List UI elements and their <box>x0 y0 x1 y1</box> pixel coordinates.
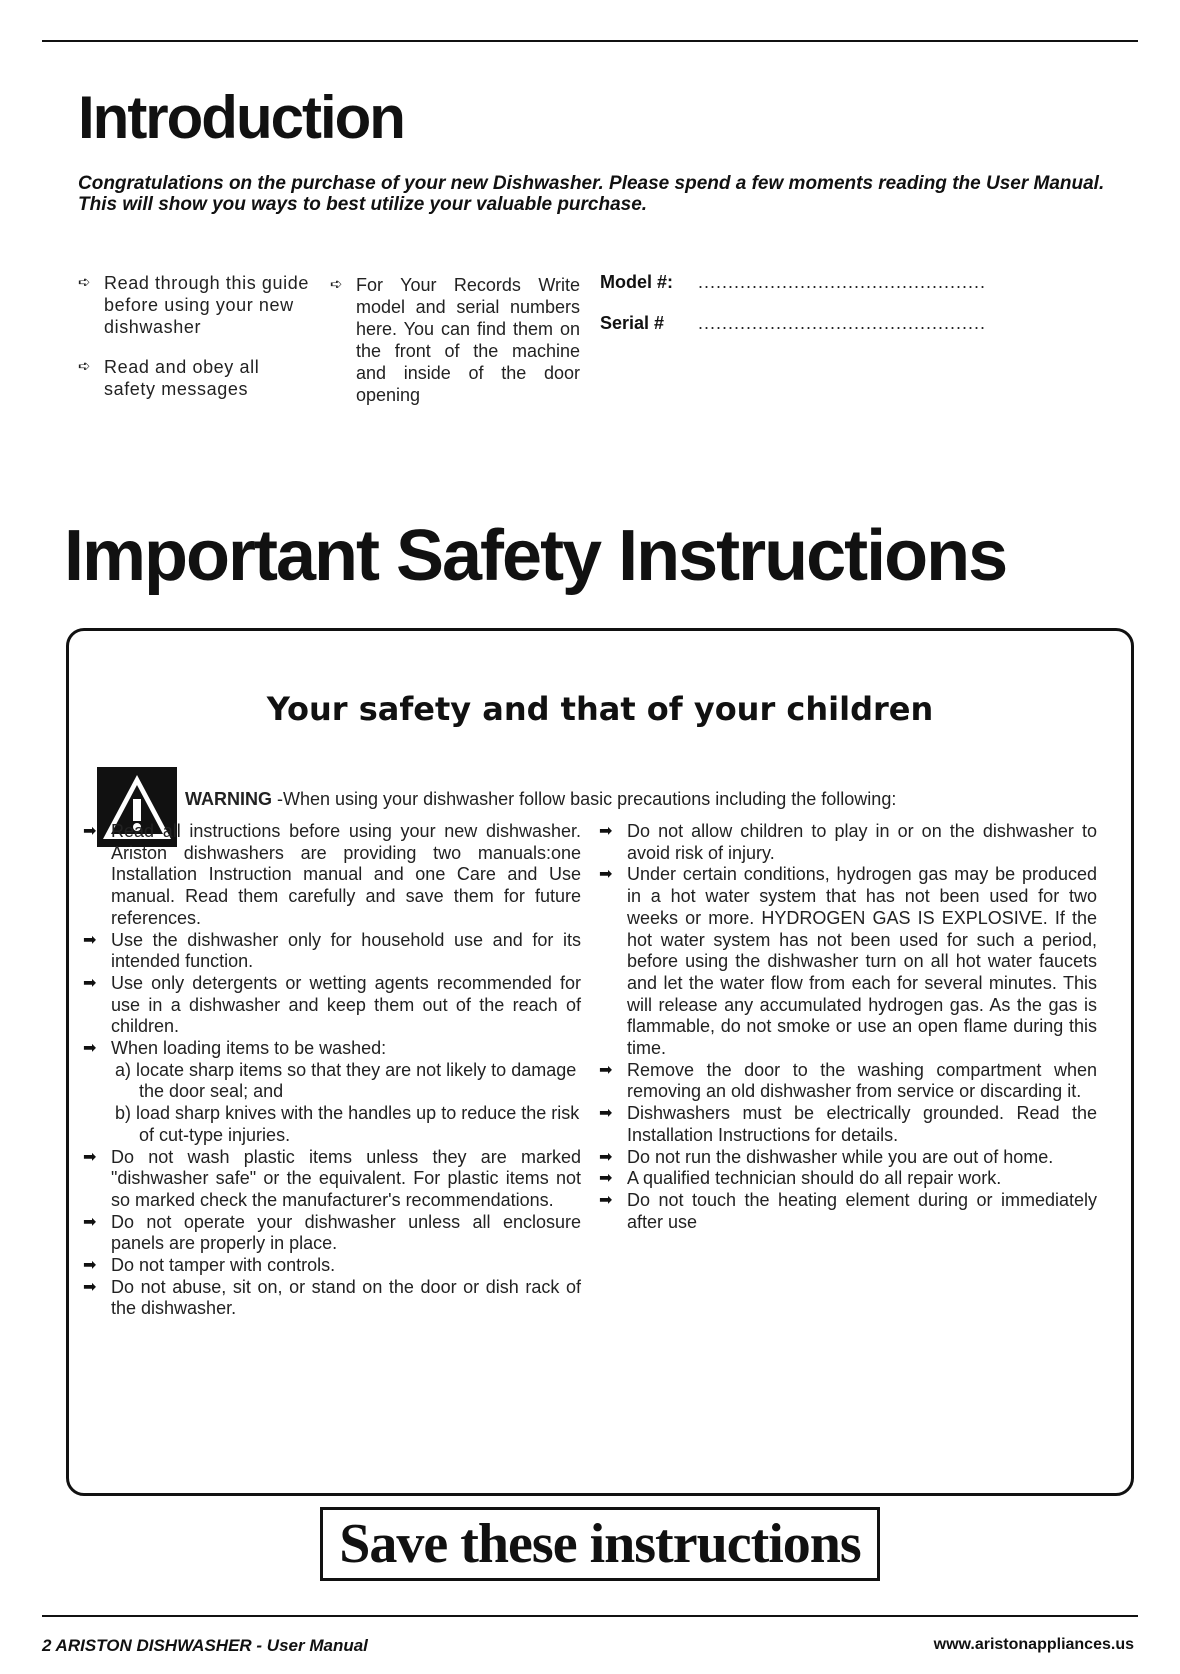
warning-line <box>185 789 896 810</box>
serial-field: ................................................ <box>698 313 987 333</box>
list-item: ➡ Do not operate your dishwasher unless all enclosure panels are properly in place. <box>83 1211 581 1254</box>
list-item: ➡ Do not wash plastic items unless they are marked "dishwasher safe" or the equivalent. For plastic items not so marked check the manufacturer's recommendations. <box>83 1146 581 1210</box>
arrow-bullet-icon: ➡ <box>599 823 613 840</box>
model-field: ................................................ <box>698 272 987 292</box>
arrow-bullet-icon: ➡ <box>599 1061 613 1079</box>
list-item: ➡ Remove the door to the washing compartment when removing an old dishwasher from service or discarding it. <box>599 1059 1097 1102</box>
arrow-bullet-icon: ➡ <box>599 1170 613 1188</box>
arrow-bullet-icon: ➡ <box>83 1278 97 1296</box>
save-instructions-banner: Save these instructions <box>320 1507 880 1581</box>
arrow-bullet-icon: ➡ <box>83 931 97 949</box>
list-item: ➡ Under certain conditions, hydrogen gas may be produced in a hot water system that has not been used for two weeks or more. HYDROGEN GAS IS EXPLOSIVE. If the hot water system has not been used for such a period, before using the dishwasher turn on all hot water faucets and let the water flow from each for several minutes. This will release any accumulated hydrogen gas. As the gas is flammable, do not smoke or use an open flame during this time. <box>599 864 1097 1059</box>
tips-left <box>78 272 310 418</box>
arrow-bullet-icon: ➡ <box>599 1148 613 1166</box>
list-item: ➡ Do not tamper with controls. <box>83 1255 336 1276</box>
arrow-bullet-icon: ➡ <box>83 1040 97 1058</box>
arrow-bullet-icon: ➡ <box>83 974 97 992</box>
model-line <box>600 272 1000 293</box>
safety-list-right <box>597 821 1097 1233</box>
tips-middle <box>330 274 580 424</box>
list-item: ➡ Read all instructions before using your new dishwasher. Ariston dishwashers are providing two manuals:one Installation Instruction manual and one Care and Use manual. Read them carefully and save them for future references. <box>83 821 581 928</box>
records-block <box>600 272 1000 334</box>
arrow-bullet-icon: ➡ <box>83 1148 97 1166</box>
arrow-bullet-icon: ➡ <box>599 1191 613 1209</box>
list-item: ➡ Use the dishwasher only for household use and for its intended function. <box>83 929 581 972</box>
footer-website: www.aristonappliances.us <box>933 1636 1134 1653</box>
list-item: ➡ Do not touch the heating element during or immediately after use <box>599 1189 1097 1232</box>
sub-item: b) load sharp knives with the handles up to reduce the risk of cut-type injuries. <box>115 1103 580 1145</box>
arrow-bullet-icon: ➡ <box>599 1105 613 1123</box>
serial-label: Serial # <box>600 313 665 333</box>
arrow-bullet-icon: ➡ <box>83 1257 97 1275</box>
safety-heading: Important Safety Instructions <box>64 516 1007 596</box>
warning-label: WARNING <box>185 789 272 809</box>
list-item: ➡ When loading items to be washed: <box>83 1038 387 1059</box>
arrow-bullet-icon: ➡ <box>83 1213 97 1231</box>
intro-heading: Introduction <box>78 84 404 151</box>
tip-records: ➪ For Your Records Write model and serial numbers here. You can find them on the front of the machine and inside of the door opening <box>330 275 580 405</box>
model-label: Model #: <box>600 272 674 292</box>
arrow-bullet-icon: ➡ <box>599 866 613 884</box>
list-item: ➡ Do not run the dishwasher while you are out of home. <box>599 1146 1054 1167</box>
safety-box-title: Your safety and that of your children <box>266 690 934 728</box>
tip-safety-messages: ➪ Read and obey all safety messages <box>78 357 260 399</box>
safety-list-left <box>81 821 581 1320</box>
list-item: ➡ Do not abuse, sit on, or stand on the door or dish rack of the dishwasher. <box>83 1276 581 1319</box>
serial-line <box>600 313 1000 334</box>
safety-box <box>66 628 1134 1496</box>
footer-rule <box>42 1615 1138 1617</box>
list-item: ➡ Use only detergents or wetting agents recommended for use in a dishwasher and keep them out of the reach of children. <box>83 972 581 1037</box>
pointing-hand-icon: ➪ <box>78 274 92 291</box>
list-item: ➡ A qualified technician should do all repair work. <box>599 1168 1002 1189</box>
tip-read-guide: ➪ Read through this guide before using your new dishwasher <box>78 273 309 337</box>
congratulations-text: Congratulations on the purchase of your new Dishwasher. Please spend a few moments reading the User Manual. This will show you ways to best utilize your valuable purchase. <box>78 173 1105 215</box>
top-rule <box>42 40 1138 42</box>
pointing-hand-icon: ➪ <box>78 358 92 375</box>
warning-text: -When using your dishwasher follow basic precautions including the following: <box>272 789 897 809</box>
list-item: ➡ Dishwashers must be electrically grounded. Read the Installation Instructions for details. <box>599 1103 1097 1145</box>
arrow-bullet-icon: ➡ <box>83 823 97 840</box>
pointing-hand-icon: ➪ <box>330 276 343 293</box>
footer-page-label: 2 ARISTON DISHWASHER - User Manual <box>42 1636 368 1655</box>
list-item: ➡ Do not allow children to play in or on the dishwasher to avoid risk of injury. <box>599 821 1097 863</box>
sub-item: a) locate sharp items so that they are not likely to damage the door seal; and <box>115 1059 577 1102</box>
